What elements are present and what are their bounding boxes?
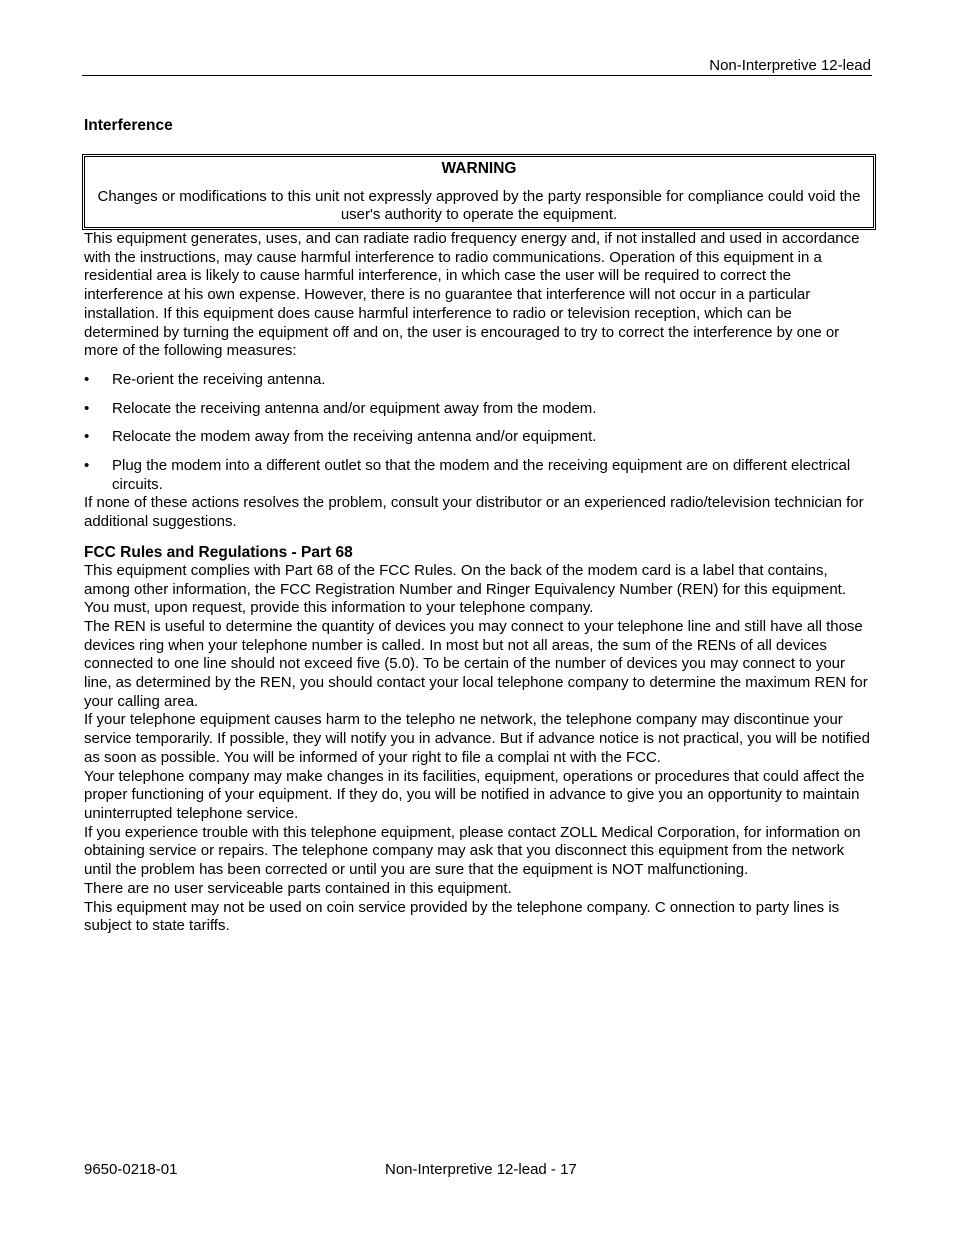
bullet: • xyxy=(84,399,90,417)
warning-title: WARNING xyxy=(441,160,517,177)
interference-heading: Interference xyxy=(84,117,173,134)
page-body xyxy=(84,117,870,936)
interference-closing-paragraph: If none of these actions resolves the problem, consult your distributor or an experienced radio/television technician for additional suggestions. xyxy=(84,494,864,531)
interference-intro-paragraph: This equipment generates, uses, and can radiate radio frequency energy and, if not installed and used in accordance with the instructions, may cause harmful interference to radio communications. Operation of this equipment in a residential area is likely to cause harmful interference, in which case the user will be required to correct the interference at his own expense. However, there is no guarantee that interference will not occur in a particular installation. If this equipment does cause harmful interference to radio or television reception, which can be determined by turning the equipment off and on, the user is encouraged to try to correct the interference by one or more of the following measures: xyxy=(84,230,860,360)
bullet: • xyxy=(84,428,90,446)
measures-list xyxy=(84,371,870,495)
warning-text: Changes or modifications to this unit not expressly approved by the party responsible for compliance could void the user's authority to operate the equipment. xyxy=(97,188,861,223)
header-rule xyxy=(82,75,872,76)
bullet: • xyxy=(84,370,90,388)
fcc-paragraph: The REN is useful to determine the quantity of devices you may connect to your telephone line and still have all those devices ring when your telephone number is called. In most but not all areas, the sum of the RENs of all devices connected to one line should not exceed five (5.0). To be certain of the number of devices you may connect to your line, as determined by the REN, you should contact your local telephone company to determine the maximum REN for your calling area. xyxy=(84,617,868,710)
bullet: • xyxy=(84,457,90,475)
list-item-text: Relocate the receiving antenna and/or equipment away from the modem. xyxy=(112,399,597,417)
list-item-text: Re-orient the receiving antenna. xyxy=(112,370,326,388)
list-item xyxy=(84,457,870,494)
fcc-paragraph: This equipment complies with Part 68 of the FCC Rules. On the back of the modem card is a label that contains, among other information, the FCC Registration Number and Ringer Equivalency Number (REN) for this equipment. You must, upon request, provide this information to your telephone company. xyxy=(84,561,847,617)
fcc-heading: FCC Rules and Regulations - Part 68 xyxy=(84,543,353,561)
fcc-paragraph: Your telephone company may make changes in its facilities, equipment, operations or procedures that could affect the proper functioning of your equipment. If they do, you will be notified in advance to give you an opportunity to maintain uninterrupted telephone service. xyxy=(84,767,865,822)
list-item xyxy=(84,371,870,390)
list-item xyxy=(84,400,870,419)
fcc-paragraph: This equipment may not be used on coin service provided by the telephone company. C onnection to party lines is subject to state tariffs. xyxy=(84,898,840,935)
fcc-paragraph: If your telephone equipment causes harm to the telepho ne network, the telephone company may discontinue your service temporarily. If possible, they will notify you in advance. But if advance notice is not practical, you will be notified as soon as possible. You will be informed of your right to file a complai nt with the FCC. xyxy=(84,711,870,766)
fcc-paragraph: There are no user serviceable parts contained in this equipment. xyxy=(84,879,512,897)
list-item xyxy=(84,428,870,447)
warning-box xyxy=(82,154,876,230)
running-header: Non-Interpretive 12-lead xyxy=(709,57,871,74)
list-item-text: Plug the modem into a different outlet so that the modem and the receiving equipment are on different electrical circuits. xyxy=(112,457,851,493)
footer-page-label: Non-Interpretive 12-lead - 17 xyxy=(385,1161,577,1178)
fcc-paragraph: If you experience trouble with this telephone equipment, please contact ZOLL Medical Corporation, for information on obtaining service or repairs. The telephone company may ask that you disconnect this equipment from the network until the problem has been corrected or until you are sure that the equipment is NOT malfunctioning. xyxy=(84,823,861,879)
list-item-text: Relocate the modem away from the receiving antenna and/or equipment. xyxy=(112,428,597,446)
footer-doc-number: 9650-0218-01 xyxy=(84,1161,178,1178)
